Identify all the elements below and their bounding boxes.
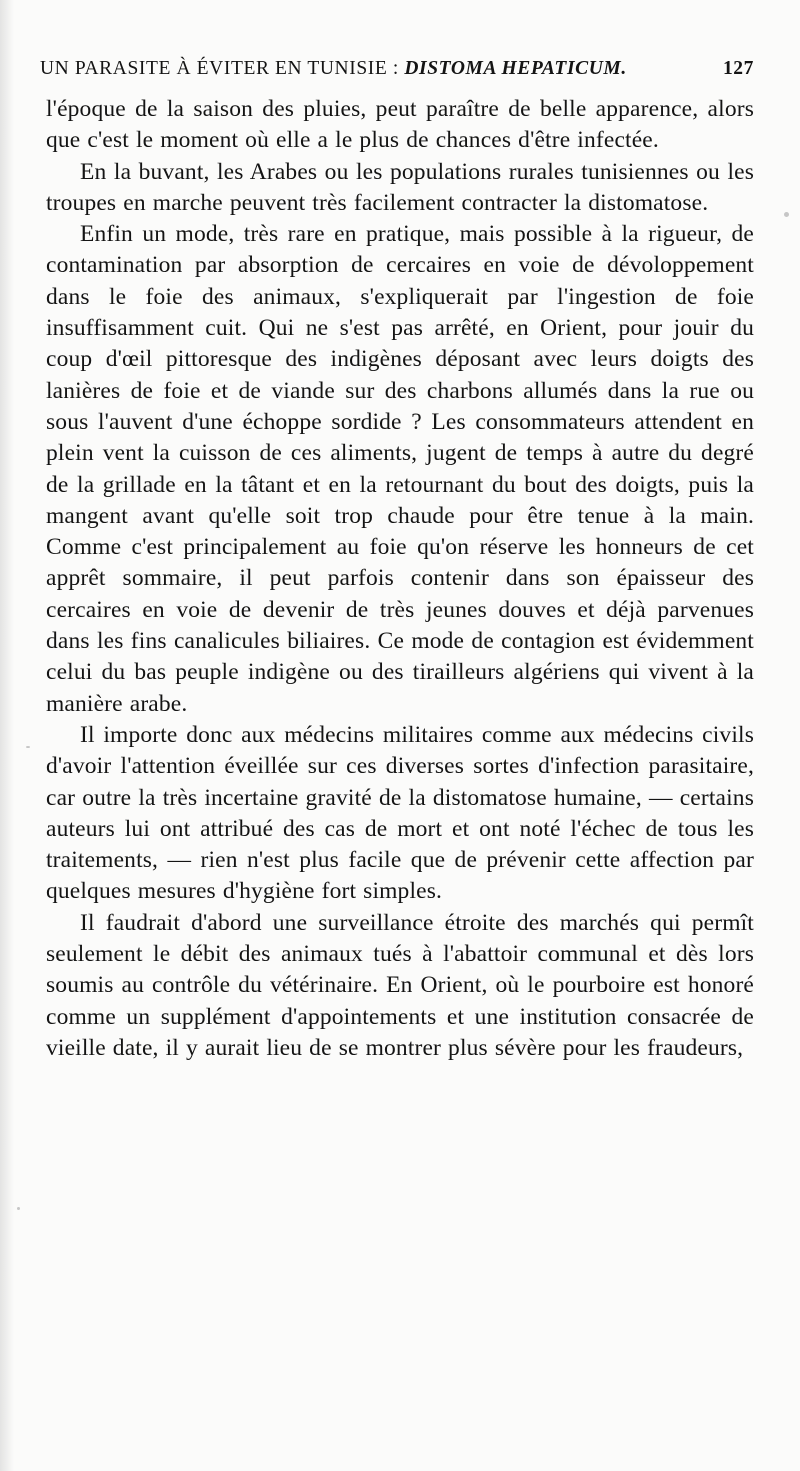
print-speck	[26, 746, 30, 748]
print-speck	[17, 1207, 20, 1210]
header-title	[40, 58, 627, 80]
paragraph: Enfin un mode, très rare en pratique, mais possible à la rigueur, de contamination par absorption de cercaires en voie de dévoloppement dans le foie des animaux, s'expliquerait par l'ingestion de foie insuffisamment cuit. Qui ne s'est pas arrêté, en Orient, pour jouir du coup d'œil pittoresque des indigènes déposant avec leurs doigts des lanières de foie et de viande sur des charbons allumés dans la rue ou sous l'auvent d'une échoppe sordide ? Les consommateurs attendent en plein vent la cuisson de ces aliments, jugent de temps à autre du degré de la grillade en la tâtant et en la retournant du bout des doigts, puis la mangent avant qu'elle soit trop chaude pour être tenue à la main. Comme c'est principalement au foie qu'on réserve les honneurs de cet apprêt sommaire, il peut parfois contenir dans son épaisseur des cercaires en voie de devenir de très jeunes douves et déjà parvenues dans les fins canalicules biliaires. Ce mode de contagion est évidemment celui du bas peuple indigène ou des tirailleurs algériens qui vivent à la manière arabe.	[46, 221, 754, 717]
running-header	[40, 58, 754, 94]
header-title-prefix: UN PARASITE À ÉVITER EN TUNISIE :	[40, 58, 405, 79]
header-title-italic: DISTOMA HEPATICUM.	[404, 58, 627, 79]
print-speck	[784, 212, 789, 217]
body-text	[46, 94, 754, 1064]
paragraph: Il faudrait d'abord une surveillance étroite des marchés qui permît seulement le débit des animaux tués à l'abattoir communal et dès lors soumis au contrôle du vétérinaire. En Orient, où le pourboire est honoré comme un supplément d'appointements et une institution consacrée de vieille date, il y aurait lieu de se montrer plus sévère pour les fraudeurs,	[46, 909, 754, 1061]
page-edge-shadow	[0, 0, 14, 1471]
paragraph: En la buvant, les Arabes ou les populations rurales tunisiennes ou les troupes en marche peuvent très facilement contracter la distomatose.	[46, 158, 754, 216]
paragraph: l'époque de la saison des pluies, peut paraître de belle apparence, alors que c'est le moment où elle a le plus de chances d'être infectée.	[46, 96, 754, 154]
page-number: 127	[722, 58, 754, 79]
paragraph: Il importe donc aux médecins militaires comme aux médecins civils d'avoir l'attention éveillée sur ces diverses sortes d'infection parasitaire, car outre la très incertaine gravité de la distomatose humaine, — certains auteurs lui ont attribué des cas de mort et ont noté l'échec de tous les traitements, — rien n'est plus facile que de prévenir cette affection par quelques mesures d'hygiène fort simples.	[46, 721, 754, 905]
